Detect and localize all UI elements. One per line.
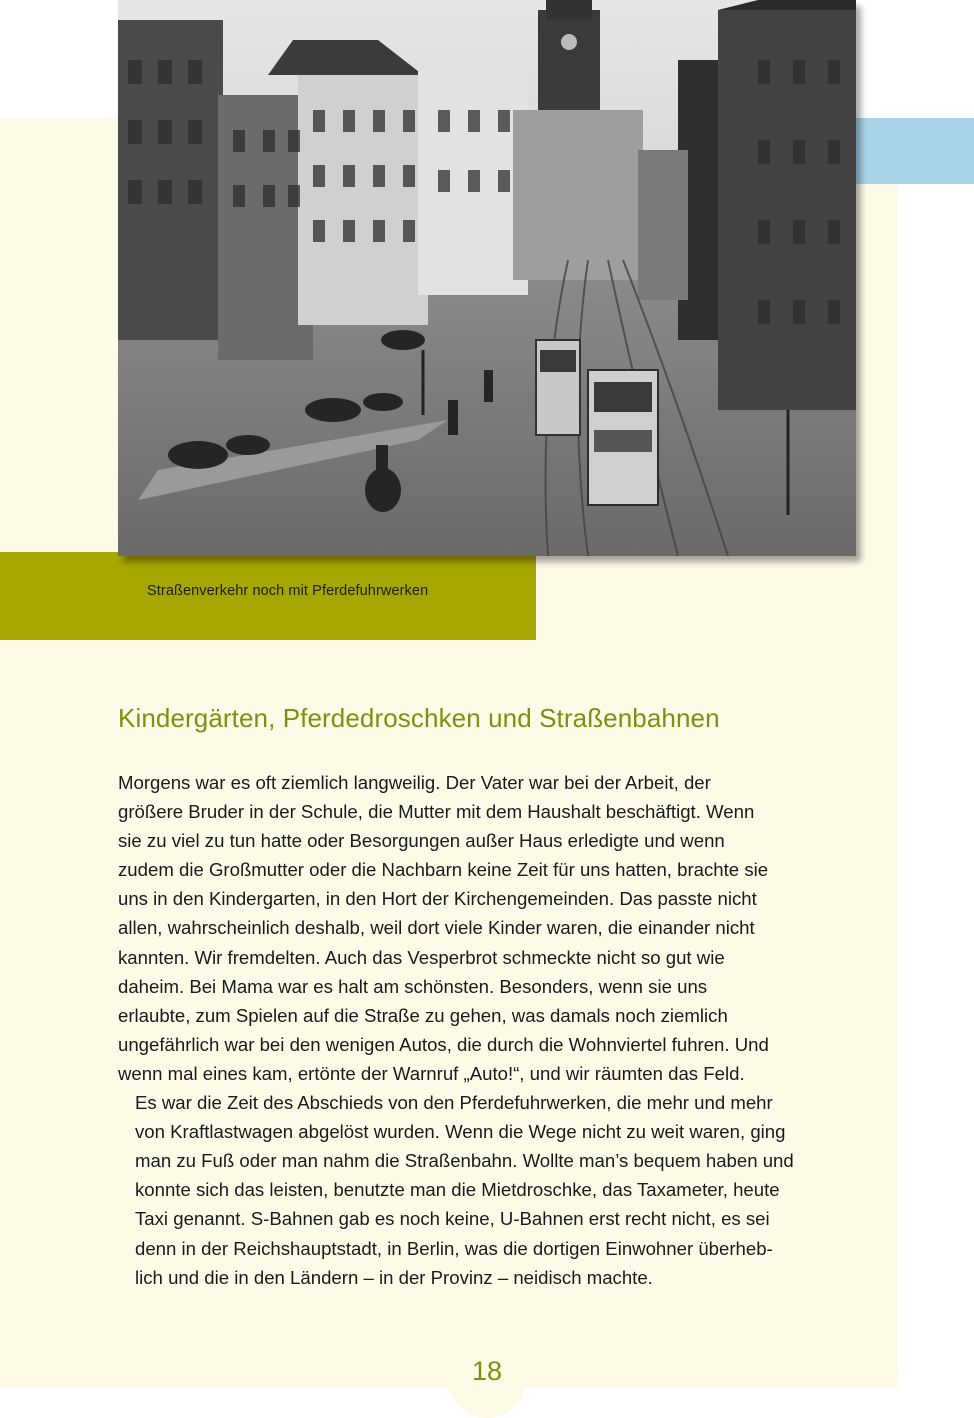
paragraph-1 — [118, 768, 858, 1088]
text-line: allen, wahrscheinlich deshalb, weil dort viele Kinder waren, die einander nicht — [118, 917, 755, 939]
paragraph-2 — [118, 1088, 858, 1292]
text-line: kannten. Wir fremdelten. Auch das Vesperbrot schmeckte nicht so gut wie — [118, 946, 725, 968]
text-line: größere Bruder in der Schule, die Mutter mit dem Haushalt beschäftigt. Wenn — [118, 801, 755, 823]
text-line: denn in der Reichshauptstadt, in Berlin, was die dortigen Einwohner überheb- — [135, 1237, 773, 1259]
text-line: wenn mal eines kam, ertönte der Warnruf „Auto!“, und wir räumten das Feld. — [118, 1062, 745, 1084]
section-heading: Kindergärten, Pferdedroschken und Straßenbahnen — [118, 703, 720, 733]
street-scene-illustration — [118, 0, 856, 556]
historic-street-photo — [118, 0, 856, 556]
photo-caption: Straßenverkehr noch mit Pferdefuhrwerken — [147, 583, 429, 599]
text-line: zudem die Großmutter oder die Nachbarn keine Zeit für uns hatten, brachte sie — [118, 859, 769, 881]
text-line: Taxi genannt. S-Bahnen gab es noch keine, U-Bahnen erst recht nicht, es sei — [135, 1208, 770, 1230]
text-line: lich und die in den Ländern – in der Provinz – neidisch machte. — [135, 1266, 653, 1288]
text-line: uns in den Kindergarten, in den Hort der Kirchengemeinden. Das passte nicht — [118, 888, 757, 910]
text-line: Morgens war es oft ziemlich langweilig. Der Vater war bei der Arbeit, der — [118, 772, 711, 793]
page-number: 18 — [471, 1356, 503, 1386]
body-text — [118, 768, 858, 1292]
text-line: Es war die Zeit des Abschieds von den Pferdefuhrwerken, die mehr und mehr — [135, 1092, 773, 1114]
text-line: daheim. Bei Mama war es halt am schönsten. Besonders, wenn sie uns — [118, 975, 708, 997]
blue-corner-tab — [856, 118, 974, 184]
text-line: man zu Fuß oder man nahm die Straßenbahn. Wollte man’s bequem haben und — [135, 1150, 794, 1172]
text-line: sie zu viel zu tun hatte oder Besorgungen außer Haus erledigte und wenn — [118, 830, 725, 852]
text-line: konnte sich das leisten, benutzte man die Mietdroschke, das Taxameter, heute — [135, 1179, 780, 1201]
text-line: ungefährlich war bei den wenigen Autos, die durch die Wohnviertel fuhren. Und — [118, 1033, 769, 1055]
text-line: von Kraftlastwagen abgelöst wurden. Wenn die Wege nicht zu weit waren, ging — [135, 1121, 786, 1143]
text-line: erlaubte, zum Spielen auf die Straße zu gehen, was damals noch ziemlich — [118, 1004, 728, 1026]
